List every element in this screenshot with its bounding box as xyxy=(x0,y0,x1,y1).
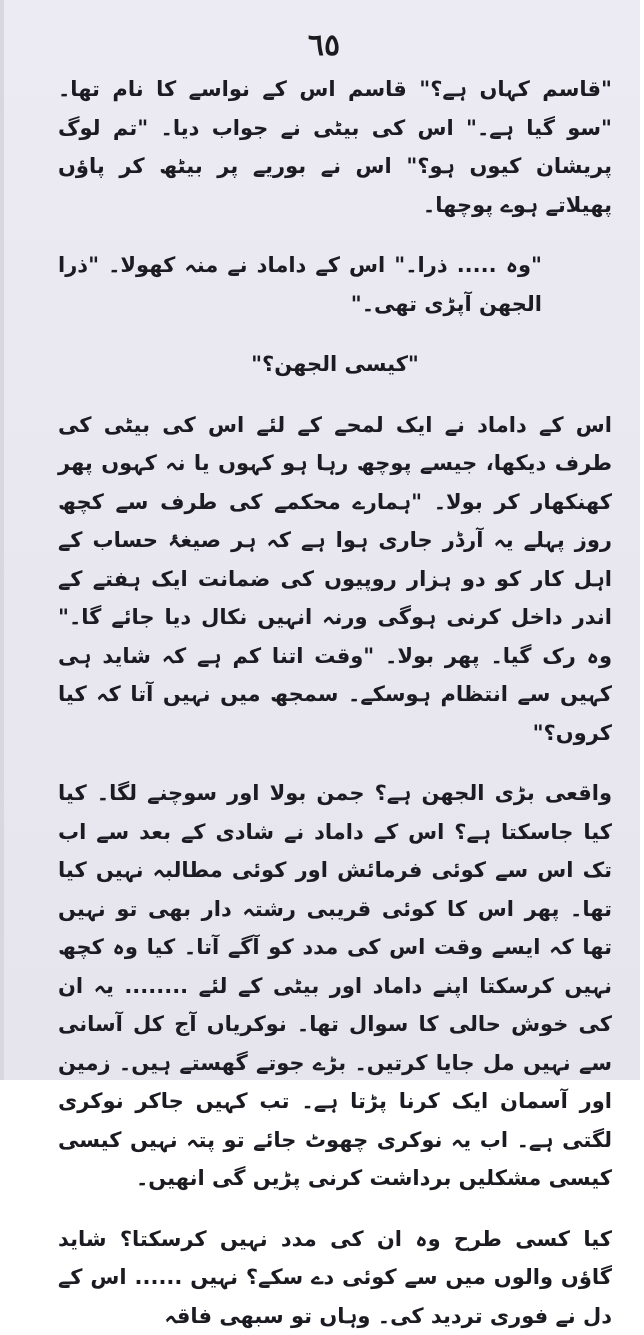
paragraph-1: "قاسم کہاں ہے؟" قاسم اس کے نواسے کا نام تھا۔ "سو گیا ہے۔" اس کی بیٹی نے جواب دیا۔ "تم لوگ پریشان کیوں ہو؟" اس نے بوریے پر بیٹھ کر پاؤں پھیلاتے ہوے پوچھا۔ xyxy=(58,70,612,224)
page-body xyxy=(58,70,612,1060)
paragraph-4: اس کے داماد نے ایک لمحے کے لئے اس کی بیٹی کی طرف دیکھا، جیسے پوچھ رہا ہو کہوں یا نہ کہوں پھر کھنکھار کر بولا۔ "ہمارے محکمے کی طرف سے کچھ روز پہلے یہ آرڈر جاری ہوا ہے کہ ہر صیغۂ حساب کے اہل کار کو دو ہزار روپیوں کی ضمانت ایک ہفتے کے اندر داخل کرنی ہوگی ورنہ انہیں نکال دیا جائے گا۔" وہ رک گیا۔ پھر بولا۔ "وقت اتنا کم ہے کہ شاید ہی کہیں سے انتظام ہوسکے۔ سمجھ میں نہیں آتا کہ کیا کروں؟" xyxy=(58,406,612,753)
page-number: ٦٥ xyxy=(4,28,644,63)
paragraph-3: "کیسی الجھن؟" xyxy=(58,345,612,384)
paragraph-6: کیا کسی طرح وہ ان کی مدد نہیں کرسکتا؟ شاید گاؤں والوں میں سے کوئی دے سکے؟ نہیں ...... اس کے دل نے فوری تردید کی۔ وہاں تو سبھی فاقہ xyxy=(58,1220,612,1335)
paragraph-2: "وہ ..... ذرا۔" اس کے داماد نے منہ کھولا۔ "ذرا الجھن آپڑی تھی۔" xyxy=(58,246,612,323)
paragraph-5: واقعی بڑی الجھن ہے؟ جمن بولا اور سوچنے لگا۔ کیا کیا جاسکتا ہے؟ اس کے داماد نے شادی کے بعد سے اب تک اس سے کوئی فرمائش اور کوئی مطالبہ نہیں کیا تھا۔ پھر اس کا کوئی قریبی رشتہ دار بھی تو نہیں تھا کہ ایسے وقت اس کی مدد کو آگے آتا۔ کیا وہ کچھ نہیں کرسکتا اپنے داماد اور بیٹی کے لئے ........ یہ ان کی خوش حالی کا سوال تھا۔ نوکریاں آج کل آسانی سے نہیں مل جایا کرتیں۔ بڑے جوتے گھستے ہیں۔ زمین اور آسمان ایک کرنا پڑتا ہے۔ تب کہیں جاکر نوکری لگتی ہے۔ اب یہ نوکری چھوٹ جائے تو پتہ نہیں کیسی کیسی مشکلیں برداشت کرنی پڑیں گی انھیں۔ xyxy=(58,774,612,1198)
